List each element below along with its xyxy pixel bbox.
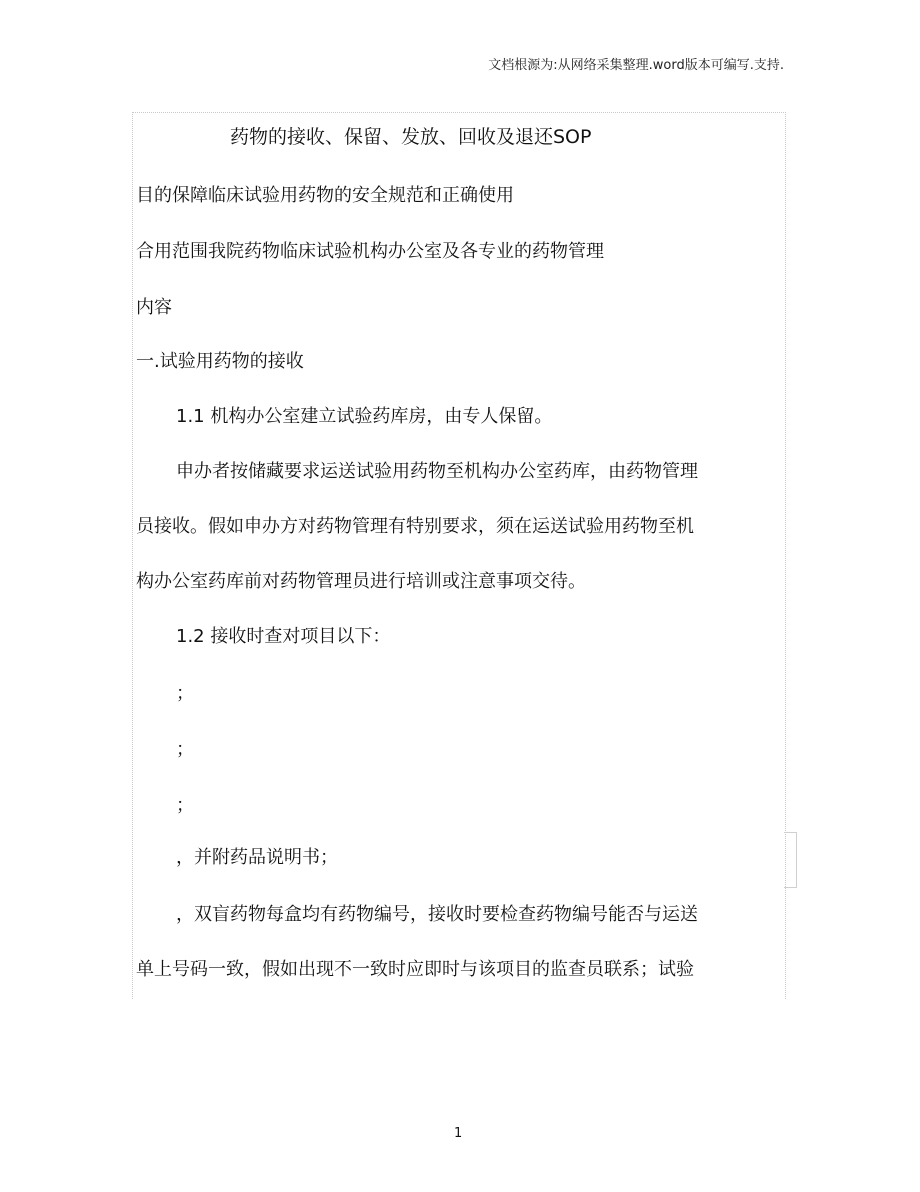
list-item: ； xyxy=(176,795,194,816)
scope-line: 合用范围我院药物临床试验机构办公室及各专业的药物管理 xyxy=(136,241,604,262)
paragraph-line: 单上号码一致，假如出现不一致时应即时与该项目的监查员联系；试验 xyxy=(136,959,694,980)
section-heading: 一.试验用药物的接收 xyxy=(136,351,304,372)
paragraph-1-2: 1.2 接收时查对项目以下： xyxy=(176,626,391,647)
list-item: ，双盲药物每盒均有药物编号，接收时要检查药物编号能否与运送 xyxy=(176,904,698,925)
margin-marker xyxy=(784,832,797,888)
paragraph-line: 申办者按储藏要求运送试验用药物至机构办公室药库，由药物管理 xyxy=(176,461,698,482)
content-heading: 内容 xyxy=(136,297,172,318)
paragraph-1-1: 1.1 机构办公室建立试验药库房，由专人保留。 xyxy=(176,406,553,427)
source-note: 文档根源为:从网络采集整理.word版本可编写.支持. xyxy=(488,58,784,73)
list-item: ； xyxy=(176,683,194,704)
paragraph-line: 构办公室药库前对药物管理员进行培训或注意事项交待。 xyxy=(136,571,586,592)
paragraph-line: 员接收。假如申办方对药物管理有特别要求，须在运送试验用药物至机 xyxy=(136,516,694,537)
list-item: ； xyxy=(176,739,194,760)
document-title: 药物的接收、保留、发放、回收及退还SOP xyxy=(230,126,592,148)
purpose-line: 目的保障临床试验用药物的安全规范和正确使用 xyxy=(136,185,514,206)
page-number: 1 xyxy=(454,1126,463,1141)
list-item: ，并附药品说明书； xyxy=(176,847,338,868)
